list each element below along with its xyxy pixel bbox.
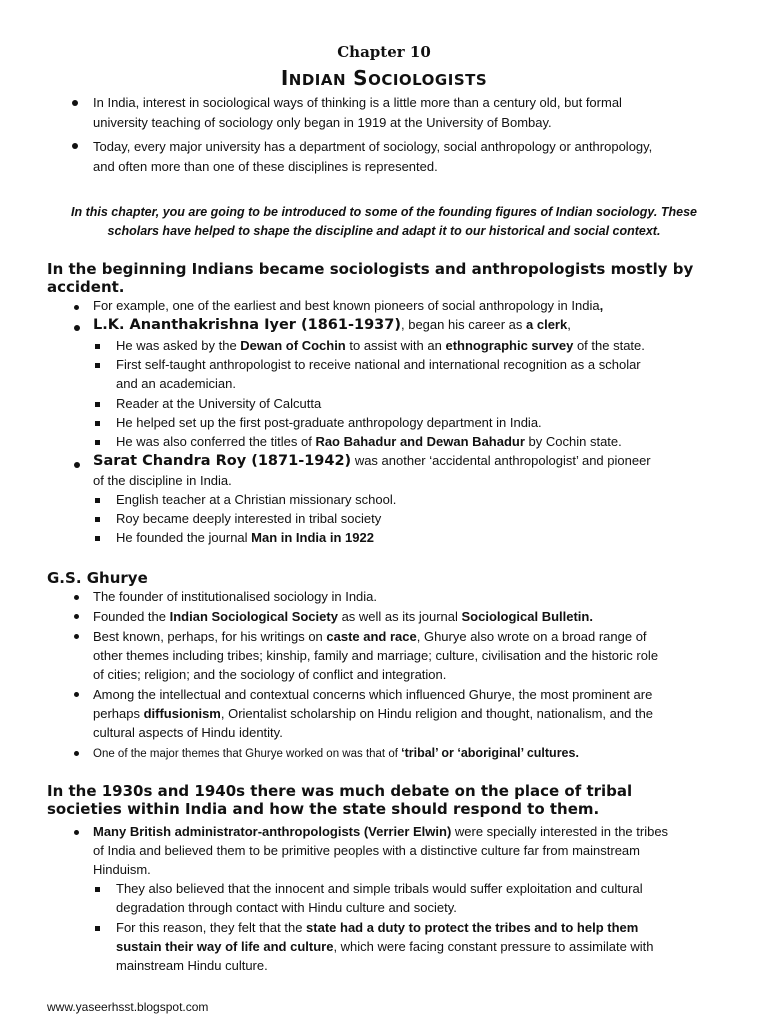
list-item: He helped set up the first post-graduate anthropology department in India. <box>116 415 542 430</box>
bullet-icon <box>74 325 80 331</box>
list-item: One of the major themes that Ghurye worked on was that of ‘tribal’ or ‘aboriginal’ cultures. <box>93 746 579 760</box>
list-item-cont: Hinduism. <box>93 862 151 877</box>
list-item: Roy became deeply interested in tribal society <box>116 511 382 526</box>
list-item-cont: of India and believed them to be primitive peoples with a distinctive culture far from mainstream <box>93 843 640 858</box>
list-item: Many British administrator-anthropologists (Verrier Elwin) were specially interested in the tribes <box>93 824 669 839</box>
bullet-icon <box>95 440 100 445</box>
section-heading-accident: In the beginning Indians became sociologists and anthropologists mostly by accident. <box>47 260 694 296</box>
bullet-icon <box>95 926 100 931</box>
list-item: First self-taught anthropologist to receive national and international recognition as a scholar <box>116 357 641 372</box>
chapter-title: INDIAN SOCIOLOGISTS <box>280 66 488 90</box>
intro-bullet-2-line-1: Today, every major university has a department of sociology, social anthropology or anthropology, <box>93 139 653 154</box>
list-item-cont: of cities; religion; and the sociology of conflict and integration. <box>93 667 447 682</box>
list-item: Founded the Indian Sociological Society as well as its journal Sociological Bulletin. <box>93 609 593 624</box>
intro-paragraph-line-1: In this chapter, you are going to be introduced to some of the founding figures of Indian sociology. These <box>71 205 697 219</box>
bullet-icon <box>74 634 79 639</box>
list-item: He was asked by the Dewan of Cochin to assist with an ethnographic survey of the state. <box>116 338 645 353</box>
person-roy: Sarat Chandra Roy (1871-1942) was another ‘accidental anthropologist’ and pioneer <box>93 453 651 469</box>
bullet-icon <box>74 614 79 619</box>
intro-bullet-1-line-1: In India, interest in sociological ways of thinking is a little more than a century old, but formal <box>93 95 622 110</box>
bullet-icon <box>72 100 78 106</box>
bullet-icon <box>95 498 100 503</box>
list-item-cont: mainstream Hindu culture. <box>116 958 268 973</box>
list-item: For example, one of the earliest and best known pioneers of social anthropology in India, <box>93 298 604 313</box>
bullet-icon <box>95 363 100 368</box>
list-item-cont: and an academician. <box>116 376 236 391</box>
list-item: They also believed that the innocent and simple tribals would suffer exploitation and cultural <box>116 881 643 896</box>
list-item-cont: sustain their way of life and culture, which were facing constant pressure to assimilate with <box>116 939 654 954</box>
list-item-cont: degradation through contact with Hindu culture and society. <box>116 900 457 915</box>
bullet-icon <box>74 830 79 835</box>
bullet-icon <box>95 421 100 426</box>
person-iyer: L.K. Ananthakrishna Iyer (1861-1937), began his career as a clerk, <box>93 317 571 333</box>
list-item-cont: other themes including tribes; kinship, family and marriage; culture, civilisation and the historic role <box>93 648 659 663</box>
section-heading-tribal-debate: In the 1930s and 1940s there was much debate on the place of tribal societies within India and how the state should respond to them. <box>47 782 633 818</box>
list-item: He was also conferred the titles of Rao Bahadur and Dewan Bahadur by Cochin state. <box>116 434 622 449</box>
list-item: For this reason, they felt that the state had a duty to protect the tribes and to help them <box>116 920 639 935</box>
bullet-icon <box>74 595 79 600</box>
bullet-icon <box>74 462 80 468</box>
intro-bullet-1-line-2: university teaching of sociology only began in 1919 at the University of Bombay. <box>93 115 552 130</box>
list-item: Reader at the University of Calcutta <box>116 396 322 411</box>
bullet-icon <box>95 536 100 541</box>
list-item: English teacher at a Christian missionary school. <box>116 492 397 507</box>
section-heading-ghurye: G.S. Ghurye <box>47 569 148 587</box>
bullet-icon <box>74 305 79 310</box>
intro-paragraph-line-2: scholars have helped to shape the discipline and adapt it to our historical and social context. <box>107 224 661 238</box>
bullet-icon <box>95 402 100 407</box>
list-item-cont: perhaps diffusionism, Orientalist scholarship on Hindu religion and thought, nationalism, and the <box>93 706 654 721</box>
bullet-icon <box>95 344 100 349</box>
list-item-cont: cultural aspects of Hindu identity. <box>93 725 283 740</box>
intro-bullet-2-line-2: and often more than one of these disciplines is represented. <box>93 159 438 174</box>
bullet-icon <box>95 517 100 522</box>
bullet-icon <box>72 143 78 149</box>
bullet-icon <box>95 887 100 892</box>
list-item: The founder of institutionalised sociology in India. <box>93 589 378 604</box>
chapter-number: Chapter 10 <box>337 43 431 61</box>
bullet-icon <box>74 751 79 756</box>
list-item: He founded the journal Man in India in 1922 <box>116 530 374 545</box>
footer-url: www.yaseerhsst.blogspot.com <box>47 1000 209 1014</box>
person-roy-cont: of the discipline in India. <box>93 473 232 488</box>
list-item: Among the intellectual and contextual concerns which influenced Ghurye, the most prominent are <box>93 687 653 702</box>
bullet-icon <box>74 692 79 697</box>
list-item: Best known, perhaps, for his writings on caste and race, Ghurye also wrote on a broad range of <box>93 629 647 644</box>
